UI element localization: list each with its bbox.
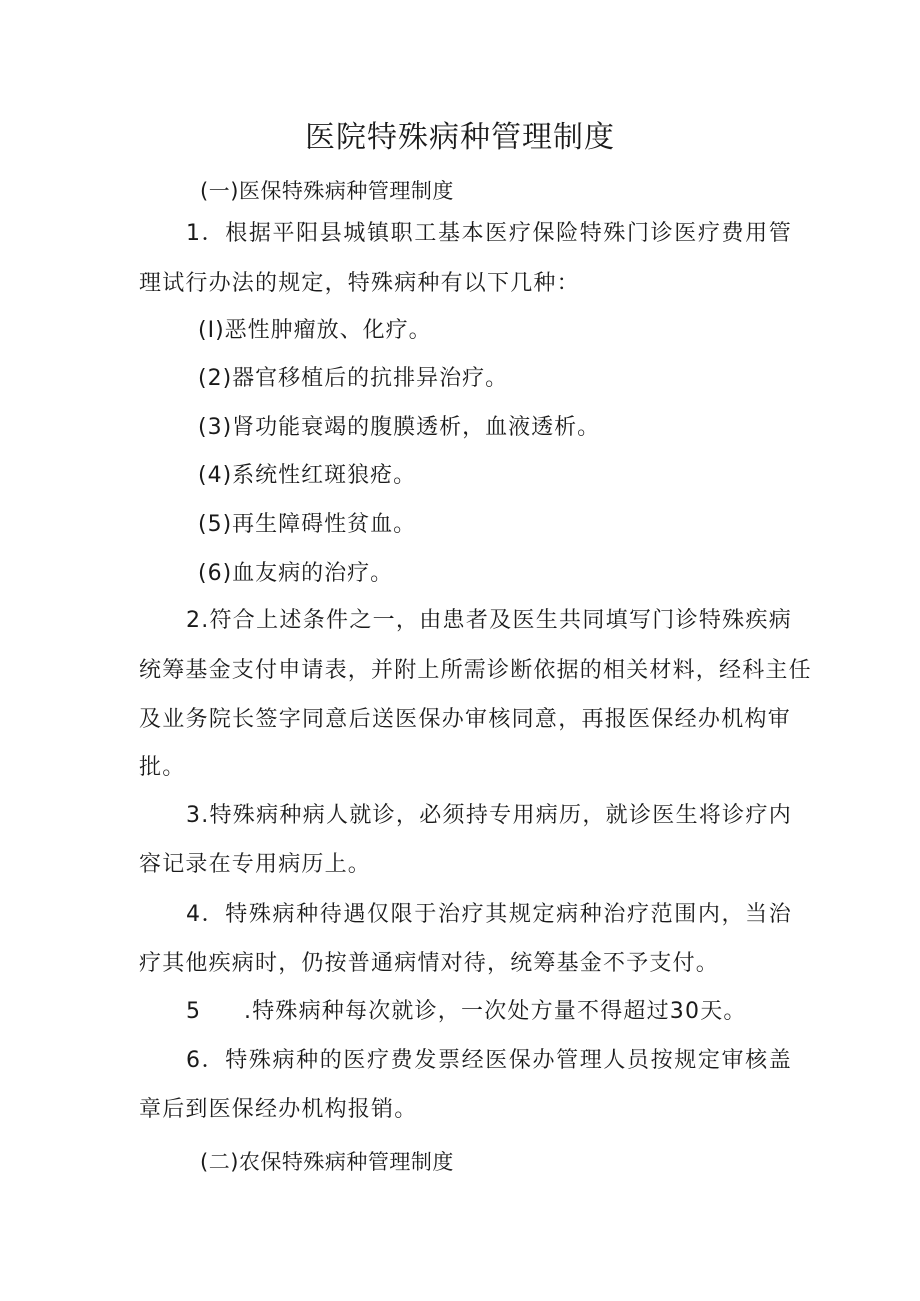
paragraph-3-text-1: .特殊病种病人就诊，必须持专用病历，就诊医生将诊疗内 xyxy=(201,803,792,828)
paragraph-4-text-1: ．特殊病种待遇仅限于治疗其规定病种治疗范围内，当治 xyxy=(201,902,792,927)
list-item-6: (6)血友病的治疗。 xyxy=(198,561,394,586)
list-item-3: (3)肾功能衰竭的腹膜透析，血液透析。 xyxy=(198,415,601,440)
paragraph-3-line-1 xyxy=(186,801,792,831)
paragraph-6-line-2: 章后到医保经办机构报销。 xyxy=(139,1097,418,1122)
list-item-1: (I)恶性肿瘤放、化疗。 xyxy=(198,318,432,343)
paragraph-3-line-2: 容记录在专用病历上。 xyxy=(139,852,372,877)
paragraph-6-line-1 xyxy=(186,1046,792,1076)
paragraph-number-3: 3 xyxy=(186,803,202,828)
paragraph-1-line-1 xyxy=(186,219,792,249)
paragraph-number-4: 4 xyxy=(186,902,202,927)
paragraph-1-text-1: ．根据平阳县城镇职工基本医疗保险特殊门诊医疗费用管 xyxy=(201,221,792,246)
list-item-4: (4)系统性红斑狼疮。 xyxy=(198,463,417,488)
paragraph-2-line-1 xyxy=(186,606,792,636)
paragraph-2-line-4: 批。 xyxy=(139,755,186,780)
paragraph-4-line-1 xyxy=(186,900,792,930)
paragraph-4-line-2: 疗其他疾病时，仍按普通病情对待，统筹基金不予支付。 xyxy=(139,951,720,976)
paragraph-number-6: 6 xyxy=(186,1048,202,1073)
list-item-2: (2)器官移植后的抗排异治疗。 xyxy=(198,366,509,391)
paragraph-1-line-2: 理试行办法的规定，特殊病种有以下几种： xyxy=(139,271,580,296)
paragraph-number-2: 2 xyxy=(186,608,202,633)
paragraph-6-text-1: ．特殊病种的医疗费发票经医保办管理人员按规定审核盖 xyxy=(201,1048,792,1073)
paragraph-5-line-1 xyxy=(186,997,747,1027)
paragraph-2-line-2: 统筹基金支付申请表，并附上所需诊断依据的相关材料，经科主任 xyxy=(139,658,812,683)
list-item-5: (5)再生障碍性贫血。 xyxy=(198,512,417,537)
section-heading-2: (二)农保特殊病种管理制度 xyxy=(200,1150,454,1174)
paragraph-number-5: 5 xyxy=(186,999,202,1024)
section-heading-1: (一)医保特殊病种管理制度 xyxy=(200,179,454,203)
paragraph-number-1: 1 xyxy=(186,221,202,246)
paragraph-2-line-3: 及业务院长签字同意后送医保办审核同意，再报医保经办机构审 xyxy=(139,707,791,732)
document-title: 医院特殊病种管理制度 xyxy=(305,120,615,155)
paragraph-5-text-1: .特殊病种每次就诊，一次处方量不得超过30天。 xyxy=(244,999,747,1024)
paragraph-2-text-1: .符合上述条件之一，由患者及医生共同填写门诊特殊疾病 xyxy=(201,608,792,633)
